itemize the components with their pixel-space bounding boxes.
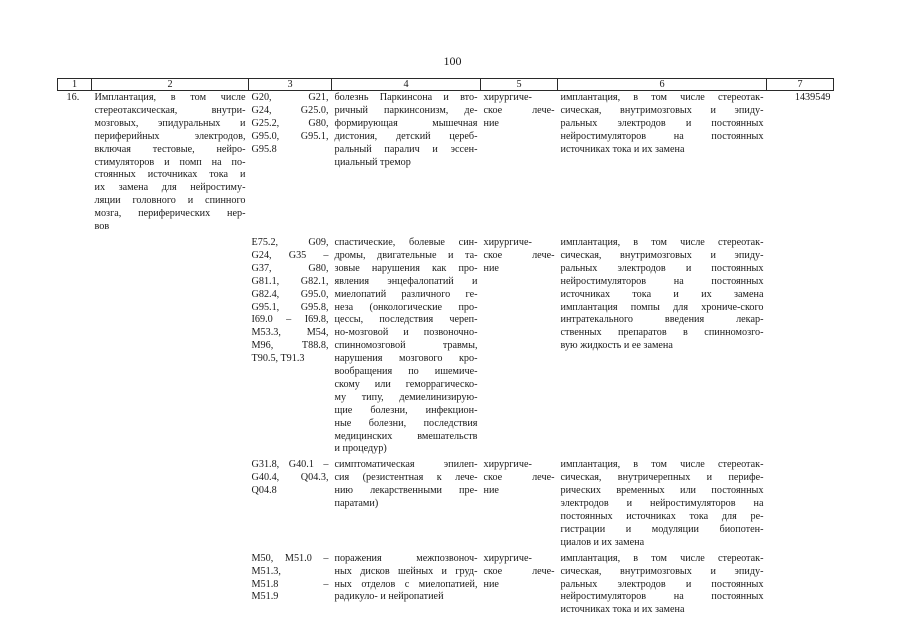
text-line: симптоматическая эпилеп- bbox=[334, 459, 478, 471]
text-line: сическая, внутримозговых и эпиду- bbox=[560, 249, 764, 261]
treatment-method-cell bbox=[558, 552, 767, 620]
text-line: G95.0, G95.1, bbox=[251, 130, 329, 142]
row-number-cell bbox=[58, 552, 92, 620]
text-line: M50, M51.0 – bbox=[251, 552, 329, 564]
text-line: G37, G80, bbox=[251, 262, 329, 274]
text-line: G31.8, G40.1 – bbox=[251, 459, 329, 471]
text-line: E75.2, G09, bbox=[251, 236, 329, 248]
text-line: I69.0 – I69.8, bbox=[251, 314, 329, 326]
text-line: циалов и их замена bbox=[560, 536, 645, 548]
procedure-name-cell bbox=[92, 552, 249, 620]
text-line: вообращения по ишемиче- bbox=[334, 366, 478, 378]
patient-model-cell bbox=[332, 458, 481, 551]
text-line: вов bbox=[94, 221, 110, 233]
text-line: скому или геморрагическо- bbox=[334, 378, 478, 390]
text-line: периферийных электродов, bbox=[94, 130, 246, 142]
text-line: G40.4, Q04.3, bbox=[251, 472, 329, 484]
text-line: источниках тока и их замена bbox=[560, 604, 685, 616]
text-line: ние bbox=[483, 485, 499, 497]
icd-codes-cell bbox=[249, 236, 332, 458]
text-line: ляции головного и спинного bbox=[94, 195, 246, 207]
treatment-type-cell bbox=[481, 91, 558, 236]
text-line: ральный паралич и эссен- bbox=[334, 143, 478, 155]
text-line: M51.9 bbox=[251, 591, 279, 603]
table-body bbox=[58, 91, 834, 620]
text-line: включая тестовые, нейро- bbox=[94, 143, 246, 155]
column-number: 3 bbox=[249, 79, 332, 91]
cost-value: 1439549 bbox=[794, 92, 831, 103]
text-line: источниках тока и их замена bbox=[560, 143, 685, 155]
text-line: имплантация, в том числе стереотак- bbox=[560, 552, 764, 564]
text-line: Q04.8 bbox=[251, 485, 277, 497]
table-row bbox=[58, 458, 834, 551]
row-number: 16. bbox=[66, 92, 80, 103]
icd-codes-cell bbox=[249, 91, 332, 236]
patient-model-cell bbox=[332, 552, 481, 620]
patient-model-cell bbox=[332, 236, 481, 458]
text-line: имплантация, в том числе стереотак- bbox=[560, 459, 764, 471]
text-line: болезнь Паркинсона и вто- bbox=[334, 92, 478, 103]
text-line: электродов и нейростимуляторов на bbox=[560, 498, 764, 510]
text-line: паратами) bbox=[334, 498, 379, 510]
text-line: нию лекарственными пре- bbox=[334, 485, 478, 497]
text-line: сическая, внутримозговых и эпиду- bbox=[560, 565, 764, 577]
text-line: дромы, двигательные и та- bbox=[334, 249, 478, 261]
text-line: му типу, демиелинизирую- bbox=[334, 391, 478, 403]
text-line: радикуло- и нейропатией bbox=[334, 591, 444, 603]
text-line: хирургиче- bbox=[483, 236, 532, 248]
text-line: ральных электродов и постоянных bbox=[560, 262, 764, 274]
text-line: неза (онкологические про- bbox=[334, 301, 478, 313]
treatment-type-cell bbox=[481, 552, 558, 620]
text-line: имплантация, в том числе стереотак- bbox=[560, 92, 764, 103]
procedure-name-cell bbox=[92, 91, 249, 236]
text-line: сическая, внутримозговых и эпиду- bbox=[560, 104, 764, 116]
text-line: зовые нарушения как про- bbox=[334, 262, 478, 274]
row-number-cell bbox=[58, 236, 92, 458]
text-line: и процедур) bbox=[334, 443, 387, 455]
text-line: ральных электродов и постоянных bbox=[560, 117, 764, 129]
text-line: G95.8 bbox=[251, 143, 277, 155]
table-row bbox=[58, 236, 834, 458]
text-line: Имплантация, в том числе bbox=[94, 92, 246, 103]
text-line: сическая, внутричерепных и перифе- bbox=[560, 472, 764, 484]
text-line: сия (резистентная к лече- bbox=[334, 472, 478, 484]
treatment-type-cell bbox=[481, 458, 558, 551]
text-line: щие болезни, инфекцион- bbox=[334, 404, 478, 416]
text-line: мозговых, эпидуральных и bbox=[94, 117, 246, 129]
text-line: их замена для нейростиму- bbox=[94, 182, 246, 194]
text-line: хирургиче- bbox=[483, 552, 532, 564]
procedure-name-cell bbox=[92, 458, 249, 551]
table-row bbox=[58, 552, 834, 620]
text-line: нейростимуляторов на постоянных bbox=[560, 591, 764, 603]
page-number: 100 bbox=[443, 54, 462, 68]
table-row bbox=[58, 91, 834, 236]
row-number-cell bbox=[58, 458, 92, 551]
text-line: ние bbox=[483, 262, 499, 274]
text-line: но-мозговой и позвоночно- bbox=[334, 327, 478, 339]
text-line: стереотаксическая, внутри- bbox=[94, 104, 246, 116]
text-line: хирургиче- bbox=[483, 92, 532, 103]
text-line: ных отделов с миелопатией, bbox=[334, 578, 478, 590]
text-line: цессы, последствия череп- bbox=[334, 314, 478, 326]
text-line: G81.1, G82.1, bbox=[251, 275, 329, 287]
text-line: ричный паркинсонизм, де- bbox=[334, 104, 478, 116]
text-line: рических временных или постоянных bbox=[560, 485, 764, 497]
text-line: явления энцефалопатий и bbox=[334, 275, 478, 287]
text-line: гистрации и модуляции биопотен- bbox=[560, 523, 764, 535]
text-line: M53.3, M54, bbox=[251, 327, 329, 339]
text-line: M96, T88.8, bbox=[251, 340, 329, 352]
column-number: 1 bbox=[58, 79, 92, 91]
text-line: ское лече- bbox=[483, 104, 555, 116]
text-line: G82.4, G95.0, bbox=[251, 288, 329, 300]
text-line: мозга, периферических нер- bbox=[94, 208, 246, 220]
text-line: ское лече- bbox=[483, 472, 555, 484]
patient-model-cell bbox=[332, 91, 481, 236]
text-line: циальный тремор bbox=[334, 156, 411, 168]
treatment-method-cell bbox=[558, 236, 767, 458]
icd-codes-cell bbox=[249, 458, 332, 551]
text-line: интратекального введения лекар- bbox=[560, 314, 764, 326]
text-line: G20, G21, bbox=[251, 92, 329, 103]
text-line: нейростимуляторов на постоянных bbox=[560, 130, 764, 142]
text-line: G24, G35 – bbox=[251, 249, 329, 261]
column-number-row bbox=[58, 79, 834, 91]
text-line: ственных препаратов в спинномозго- bbox=[560, 327, 764, 339]
column-number: 2 bbox=[92, 79, 249, 91]
text-line: G25.2, G80, bbox=[251, 117, 329, 129]
text-line: имплантация помпы для хрониче-ского bbox=[560, 301, 764, 313]
cost-cell bbox=[767, 91, 834, 236]
text-line: медицинских вмешательств bbox=[334, 430, 478, 442]
row-number-cell bbox=[58, 91, 92, 236]
text-line: ральных электродов и постоянных bbox=[560, 578, 764, 590]
text-line: G24, G25.0, bbox=[251, 104, 329, 116]
column-number: 6 bbox=[558, 79, 767, 91]
text-line: постоянных источниках тока для ре- bbox=[560, 511, 764, 522]
icd-codes-cell bbox=[249, 552, 332, 620]
text-line: хирургиче- bbox=[483, 459, 532, 471]
procedures-table bbox=[57, 78, 834, 619]
text-line: T90.5, T91.3 bbox=[251, 353, 305, 365]
text-line: ние bbox=[483, 578, 499, 590]
procedure-name-cell bbox=[92, 236, 249, 458]
column-number: 4 bbox=[332, 79, 481, 91]
text-line: ных дисков шейных и груд- bbox=[334, 565, 478, 577]
text-line: дистония, детский цереб- bbox=[334, 130, 478, 142]
text-line: вую жидкость и ее замена bbox=[560, 340, 673, 352]
text-line: G95.1, G95.8, bbox=[251, 301, 329, 313]
text-line: M51.3, bbox=[251, 565, 281, 577]
text-line: формирующая мышечная bbox=[334, 117, 478, 129]
text-line: стоянных источниках тока и bbox=[94, 169, 246, 181]
cost-cell bbox=[767, 552, 834, 620]
treatment-method-cell bbox=[558, 91, 767, 236]
column-number: 7 bbox=[767, 79, 834, 91]
text-line: ные болезни, последствия bbox=[334, 417, 478, 429]
cost-cell bbox=[767, 236, 834, 458]
text-line: спастические, болевые син- bbox=[334, 236, 478, 248]
text-line: имплантация, в том числе стереотак- bbox=[560, 236, 764, 248]
treatment-method-cell bbox=[558, 458, 767, 551]
text-line: миелопатий различного ге- bbox=[334, 288, 478, 300]
cost-cell bbox=[767, 458, 834, 551]
text-line: нейростимуляторов на постоянных bbox=[560, 275, 764, 287]
text-line: стимуляторов и помп на по- bbox=[94, 156, 246, 168]
treatment-type-cell bbox=[481, 236, 558, 458]
text-line: источниках тока и их замена bbox=[560, 288, 764, 300]
text-line: нарушения мозгового кро- bbox=[334, 353, 478, 365]
text-line: спинномозговой травмы, bbox=[334, 340, 478, 352]
column-number: 5 bbox=[481, 79, 558, 91]
text-line: ское лече- bbox=[483, 249, 555, 261]
text-line: M51.8 – bbox=[251, 578, 329, 590]
text-line: поражения межпозвоноч- bbox=[334, 552, 478, 564]
text-line: ское лече- bbox=[483, 565, 555, 577]
text-line: ние bbox=[483, 117, 499, 129]
